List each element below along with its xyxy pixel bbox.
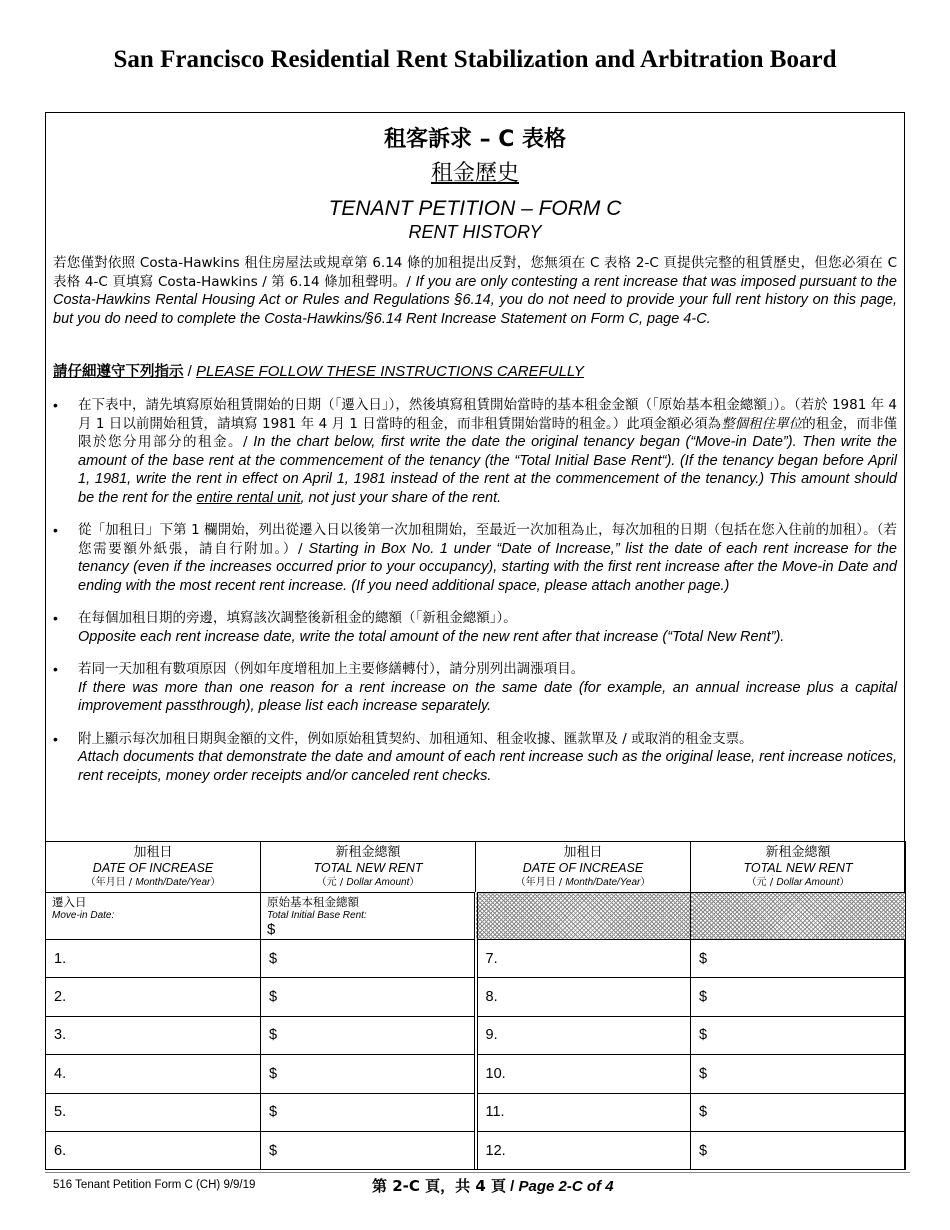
- rent-header-sub-end: ）: [839, 877, 850, 888]
- date-header-zh: 加租日: [133, 845, 173, 860]
- shaded-cell: [476, 893, 691, 940]
- page-number-separator: /: [506, 1178, 519, 1195]
- instruction-1-en-underline: entire rental unit: [196, 489, 301, 506]
- table-row: [46, 1016, 906, 1054]
- date-of-increase-field[interactable]: 7.: [476, 940, 691, 978]
- intro-en: If you are only contesting a rent increase that was imposed pursuant to the Costa-Hawkins Rental Housing Act or Rules and Regulations §6.14, you do not need to provide your full rent history on this page, but you do need to complete the Costa-Hawkins/§6.14 Rent Increase Statement on Form C, page 4-C.: [53, 273, 897, 327]
- total-new-rent-header-right: [691, 842, 906, 893]
- rent-header-sub: [261, 876, 475, 889]
- rent-history-table: [45, 841, 906, 1170]
- table-header-row: [46, 842, 906, 893]
- table-row: [46, 940, 906, 978]
- date-header-sub-zh: （年月日 /: [515, 877, 566, 888]
- instruction-item-3: [53, 609, 897, 646]
- page-number-zh: 第 2-C 頁，共 4 頁: [372, 1177, 506, 1195]
- en-form-title: TENANT PETITION – FORM C: [328, 197, 622, 220]
- date-of-increase-field[interactable]: 6.: [46, 1131, 261, 1169]
- instruction-1-zh-em: 整個租住單位: [721, 415, 803, 432]
- rent-header-en: TOTAL NEW RENT: [313, 861, 423, 875]
- total-new-rent-field[interactable]: $: [691, 1093, 906, 1131]
- instruction-list: [53, 396, 897, 799]
- total-new-rent-field[interactable]: $: [691, 1055, 906, 1093]
- shaded-cell: [691, 893, 906, 940]
- instruction-2-zh: 從「加租日」下第 1 欄開始，列出從遷入日以後第一次加租開始，至最近一次加租為止，每次加租的日期（包括在您入住前的加租）。（若您需要額外紙張，請自行附加。）/: [78, 522, 897, 557]
- board-title: San Francisco Residential Rent Stabilization and Arbitration Board: [113, 46, 837, 73]
- total-new-rent-field[interactable]: $: [691, 1016, 906, 1054]
- page-number: [372, 1175, 614, 1196]
- movein-label-en: Move-in Date:: [52, 910, 115, 921]
- instruction-1-en-a: In the chart below, first write the date the original tenancy began (“Move-in Date”). Then write the amount of the base rent at the commencement of the tenancy (the “Total Initial Base Rent“). (If the tenancy began before April 1, 1981, write the rent in effect on April 1, 1981 instead of the rent at the commencement of the tenancy.) This amount should be the rent for the: [78, 434, 897, 506]
- total-new-rent-field[interactable]: $: [261, 940, 476, 978]
- total-new-rent-field[interactable]: $: [691, 978, 906, 1016]
- movein-row: [46, 893, 906, 940]
- rent-header-sub: [691, 876, 905, 889]
- date-of-increase-field[interactable]: 3.: [46, 1016, 261, 1054]
- date-of-increase-field[interactable]: 9.: [476, 1016, 691, 1054]
- rent-header-sub-en: Dollar Amount: [346, 877, 410, 888]
- date-of-increase-header-right: [476, 842, 691, 893]
- date-header-zh: 加租日: [563, 845, 603, 860]
- rent-header-sub-zh: （元 /: [316, 877, 347, 888]
- form-identifier: 516 Tenant Petition Form C (CH) 9/9/19: [53, 1179, 256, 1191]
- intro-paragraph: [53, 254, 897, 328]
- date-of-increase-field[interactable]: 10.: [476, 1055, 691, 1093]
- instructions-heading: [53, 360, 584, 381]
- initial-base-rent-field[interactable]: [261, 893, 476, 940]
- table-row: [46, 978, 906, 1016]
- instruction-item-2: [53, 521, 897, 595]
- rent-header-sub-zh: （元 /: [746, 877, 777, 888]
- total-new-rent-field[interactable]: $: [261, 1131, 476, 1169]
- dollar-sign: $: [267, 921, 276, 938]
- instruction-item-5: [53, 730, 897, 786]
- zh-form-subtitle: 租金歷史: [430, 161, 519, 186]
- total-new-rent-field[interactable]: $: [261, 1055, 476, 1093]
- instructions-heading-separator: /: [183, 363, 197, 380]
- en-form-subtitle: RENT HISTORY: [408, 222, 542, 242]
- total-new-rent-field[interactable]: $: [261, 1093, 476, 1131]
- instruction-5-zh: 附上顯示每次加租日期與金額的文件，例如原始租賃契約、加租通知、租金收據、匯款單及 / 或取消的租金支票。: [78, 730, 753, 747]
- instruction-4-en: If there was more than one reason for a rent increase on the same date (for example, an annual increase plus a capital improvement passthrough), please list each increase separately.: [78, 679, 897, 714]
- instruction-4-zh: 若同一天加租有數項原因（例如年度增租加上主要修繕轉付），請分別列出調漲項目。: [78, 661, 585, 677]
- instruction-3-zh: 在每個加租日期的旁邊，填寫該次調整後新租金的總額（「新租金總額」）。: [78, 610, 517, 626]
- date-header-sub: [46, 876, 260, 889]
- instructions-heading-zh: 請仔細遵守下列指示: [53, 364, 184, 380]
- rent-header-zh: 新租金總額: [765, 845, 831, 860]
- date-header-en: DATE OF INCREASE: [522, 861, 644, 875]
- page-number-en: Page 2-C of 4: [518, 1178, 614, 1195]
- movein-label-zh: 遷入日: [52, 895, 87, 909]
- rent-header-sub-end: ）: [409, 877, 420, 888]
- instructions-heading-en: PLEASE FOLLOW THESE INSTRUCTIONS CAREFULLY: [196, 363, 584, 380]
- date-header-sub-en: Month/Date/Year: [565, 877, 641, 888]
- instruction-item-1: [53, 396, 897, 507]
- total-new-rent-header-left: [261, 842, 476, 893]
- date-header-sub-zh: （年月日 /: [85, 877, 136, 888]
- date-header-en: DATE OF INCREASE: [92, 861, 214, 875]
- date-header-sub: [476, 876, 690, 889]
- initial-rent-label-zh: 原始基本租金總額: [267, 895, 359, 909]
- date-header-sub-en: Month/Date/Year: [135, 877, 211, 888]
- date-of-increase-field[interactable]: 4.: [46, 1055, 261, 1093]
- date-of-increase-field[interactable]: 1.: [46, 940, 261, 978]
- instruction-1-zh-a: 在下表中，請先填寫原始租賃開始的日期（「遷入日」），然後填寫租賃開始當時的基本租金金額（「原始基本租金總額」）。（若於 1981 年 4 月 1 日以前開始租賃，請填寫 1981 年 4 月 1 日當時的租金，而非租賃開始當時的租金。）此項金額必須為: [78, 397, 897, 432]
- intro-zh: 若您僅對依照 Costa-Hawkins 租住房屋法或規章第 6.14 條的加租提出反對，您無須在 C 表格 2-C 頁提供完整的租賃歷史，但您必須在 C 表格 4-C 頁填寫 Costa-Hawkins / 第 6.14 條加租聲明。/: [53, 255, 897, 290]
- rent-header-en: TOTAL NEW RENT: [743, 861, 853, 875]
- instruction-3-en: Opposite each rent increase date, write the total amount of the new rent after that increase (“Total New Rent”).: [78, 628, 785, 645]
- movein-date-field[interactable]: [46, 893, 261, 940]
- total-new-rent-field[interactable]: $: [691, 940, 906, 978]
- table-row: [46, 1131, 906, 1169]
- total-new-rent-field[interactable]: $: [261, 1016, 476, 1054]
- table-row: [46, 1055, 906, 1093]
- initial-rent-label-en: Total Initial Base Rent:: [267, 910, 367, 921]
- date-of-increase-field[interactable]: 11.: [476, 1093, 691, 1131]
- zh-form-title: 租客訴求 – C 表格: [383, 127, 567, 152]
- table-row: [46, 1093, 906, 1131]
- date-of-increase-field[interactable]: 8.: [476, 978, 691, 1016]
- footer-divider: [45, 1172, 910, 1173]
- date-of-increase-header-left: [46, 842, 261, 893]
- date-header-sub-end: ）: [210, 877, 221, 888]
- instruction-2-en: Starting in Box No. 1 under “Date of Increase,” list the date of each rent increase for the tenancy (even if the increases occurred prior to your occupancy), starting with the first rent increase after the Move-in Date and ending with the most recent rent increase. (If you need additional space, please attach another page.): [78, 540, 897, 594]
- instruction-1-zh-b: 的租金，而非僅限於您分用部分的租金。/: [78, 415, 898, 450]
- total-new-rent-field[interactable]: $: [261, 978, 476, 1016]
- instruction-item-4: [53, 660, 897, 716]
- total-new-rent-field[interactable]: $: [691, 1131, 906, 1169]
- instruction-1-en-b: , not just your share of the rent.: [300, 489, 502, 506]
- rent-header-zh: 新租金總額: [335, 845, 401, 860]
- date-of-increase-field[interactable]: 2.: [46, 978, 261, 1016]
- rent-header-sub-en: Dollar Amount: [776, 877, 840, 888]
- date-header-sub-end: ）: [640, 877, 651, 888]
- date-of-increase-field[interactable]: 12.: [476, 1131, 691, 1169]
- instruction-5-en: Attach documents that demonstrate the date and amount of each rent increase such as the original lease, rent increase notices, rent receipts, money order receipts and/or canceled rent checks.: [78, 749, 897, 784]
- date-of-increase-field[interactable]: 5.: [46, 1093, 261, 1131]
